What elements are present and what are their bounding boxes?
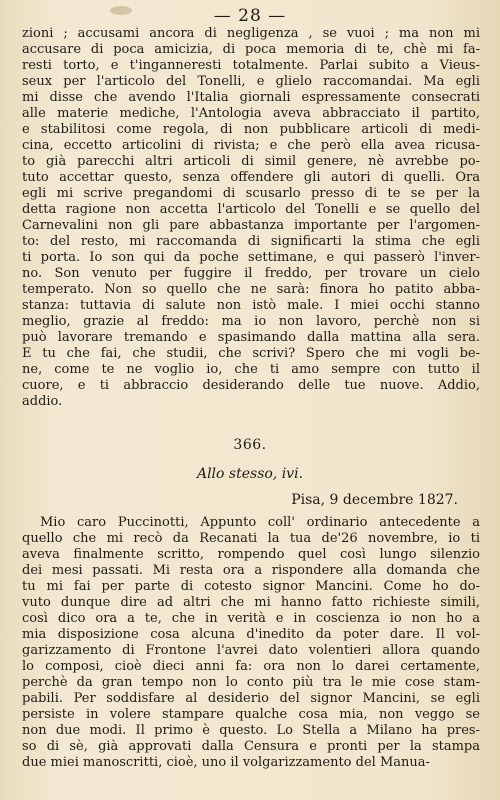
letter-date: Pisa, 9 decembre 1827. [291, 492, 458, 508]
text-line: so di sè, già approvati dalla Censura e pronti per la stampa [22, 739, 480, 754]
text-line: resti torto, e t'inganneresti totalmente. Parlai subito a Vieus- [22, 58, 480, 73]
text-line: garizzamento di Frontone l'avrei dato volentieri allora quando [22, 643, 480, 658]
text-line: meglio, grazie al freddo: ma io non lavoro, perchè non si [22, 314, 480, 329]
text-line: e stabilitosi come regola, di non pubblicare articoli di medi- [22, 122, 480, 137]
text-line: seux per l'articolo del Tonelli, e glielo raccomandai. Ma egli [22, 74, 480, 89]
text-line: perchè da gran tempo non lo conto più tra le mie cose stam- [22, 675, 480, 690]
text-line: aveva finalmente scritto, rompendo quel così lungo silenzio [22, 547, 480, 562]
letter-heading: Allo stesso, ivi. [196, 466, 304, 482]
text-line: Mio caro Puccinotti, Appunto coll' ordinario antecedente a [40, 515, 480, 530]
text-line: dei mesi passati. Mi resta ora a rispondere alla domanda che [22, 563, 480, 578]
text-line: può lavorare tremando e spasimando dalla mattina alla sera. [22, 330, 480, 345]
text-line: mia disposizione cosa alcuna d'inedito da poter dare. Il vol- [22, 627, 480, 642]
text-line: tu mi fai per parte di cotesto signor Mancini. Come ho do- [22, 579, 480, 594]
text-line: pabili. Per soddisfare al desiderio del signor Mancini, se egli [22, 691, 480, 706]
text-line: zioni ; accusami ancora di negligenza , se vuoi ; ma non mi [22, 26, 480, 41]
text-line: non due modi. Il primo è questo. Lo Stella a Milano ha pres- [22, 723, 480, 738]
letter-body-366 [22, 515, 480, 771]
text-line: quello che mi recò da Recanati la tua de'26 novembre, io ti [22, 531, 480, 546]
text-line: tuto accettar questo, senza offendere gli autori di quelli. Ora [22, 170, 480, 185]
text-line: to: del resto, mi raccomanda di significarti la stima che egli [22, 234, 480, 249]
text-line: persiste in volere stampare qualche cosa mia, non veggo se [22, 707, 480, 722]
text-line: ti porta. Io son qui da poche settimane, e qui passerò l'inver- [22, 250, 480, 265]
text-line: accusare di poca amicizia, di poca memoria di te, chè mi fa- [22, 42, 480, 57]
letter-body-continued [22, 26, 480, 410]
text-line: egli mi scrive pregandomi di scusarlo presso di te se per la [22, 186, 480, 201]
text-line: cina, eccetto articolini di rivista; e che però ella avea ricusa- [22, 138, 480, 153]
text-line: vuto dunque dire ad altri che mi hanno fatto richieste simili, [22, 595, 480, 610]
text-line: mi disse che avendo l'Italia giornali espressamente consecrati [22, 90, 480, 105]
text-line: no. Son venuto per fuggire il freddo, per trovare un cielo [22, 266, 480, 281]
text-line: cuore, e ti abbraccio desiderando delle tue nuove. Addio, [22, 378, 480, 393]
text-line: ne, come te ne voglio io, che ti amo sempre con tutto il [22, 362, 480, 377]
text-line: lo composi, cioè dieci anni fa: ora non lo darei certamente, [22, 659, 480, 674]
text-line: così dico ora a te, che in verità e in coscienza io non ho a [22, 611, 480, 626]
text-line: to già parecchi altri articoli di simil genere, nè avrebbe po- [22, 154, 480, 169]
text-line: temperato. Non so quello che ne sarà: finora ho patito abba- [22, 282, 480, 297]
letter-number: 366. [233, 437, 267, 453]
text-line: due miei manoscritti, cioè, uno il volgarizzamento del Manua- [22, 755, 430, 770]
text-line: addio. [22, 394, 63, 409]
page-number: — 28 — [213, 6, 287, 26]
text-line: detta ragione non accetta l'articolo del Tonelli e se quello del [22, 202, 480, 217]
text-line: Carnevalini non gli pare abbastanza importante per l'argomen- [22, 218, 480, 233]
text-line: stanza: tuttavia di salute non istò male. I miei occhi stanno [22, 298, 480, 313]
text-line: alle materie mediche, l'Antologia aveva abbracciato il partito, [22, 106, 480, 121]
text-line: E tu che fai, che studii, che scrivi? Spero che mi vogli be- [22, 346, 480, 361]
